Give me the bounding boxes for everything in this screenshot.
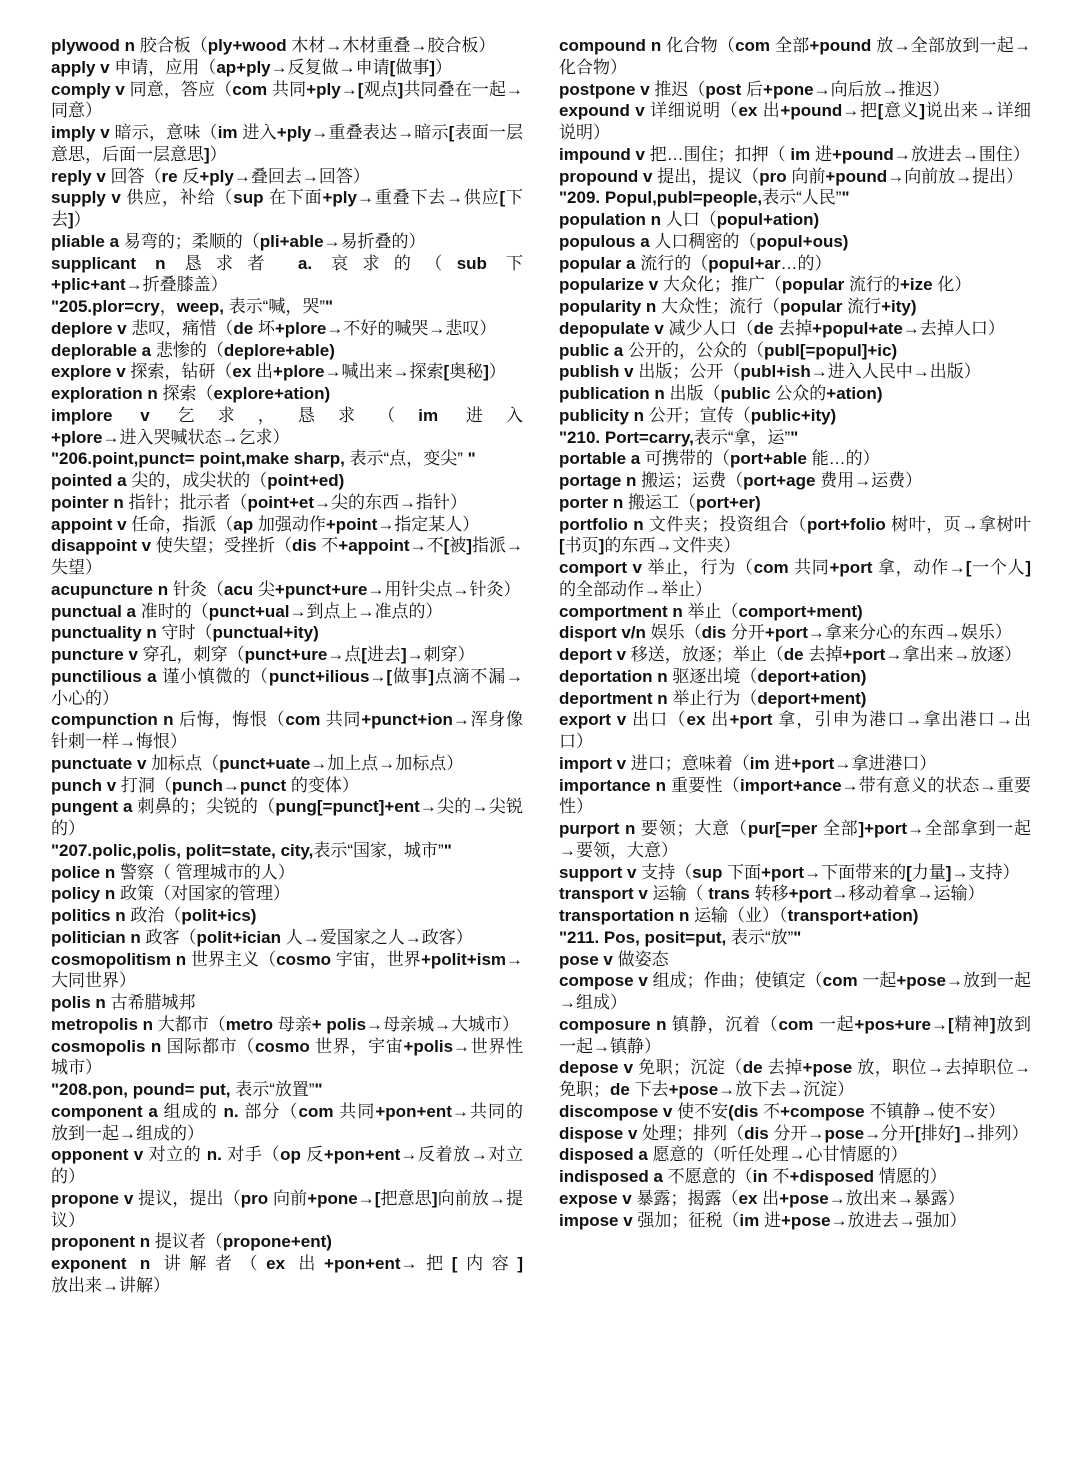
vocab-entry: comport v 举止，行为（com 共同+port 拿，动作→[一个人]的全部动作→举止） bbox=[559, 558, 1032, 599]
vocab-entry: pungent a 刺鼻的；尖锐的（pung[=punct]+ent→尖的→尖锐的） bbox=[51, 797, 523, 838]
section-heading: "206.point,punct= point,make sharp, 表示“点，变尖” " bbox=[51, 449, 476, 469]
vocab-entry: postpone v 推迟（post 后+pone→向后放→推迟） bbox=[559, 79, 950, 99]
vocab-entry: discompose v 使不安(dis 不+compose 不镇静→使不安） bbox=[559, 1101, 1006, 1121]
vocab-entry: supply v 供应，补给（sup 在下面+ply→重叠下去→供应[下去]） bbox=[51, 188, 524, 229]
vocab-entry: deplorable a 悲惨的（deplore+able) bbox=[51, 340, 335, 360]
vocab-entry: exploration n 探索（explore+ation) bbox=[51, 384, 331, 403]
vocab-entry: portable a 可携带的（port+able 能…的） bbox=[559, 449, 880, 469]
vocab-entry: imply v 暗示，意味（im 进入+ply→重叠表达→暗示[表面一层意思，后面一层意思]） bbox=[51, 123, 523, 164]
vocab-entry: publication n 出版（public 公众的+ation) bbox=[559, 384, 883, 403]
vocab-entry: polis n 古希腊城邦 bbox=[51, 993, 196, 1012]
vocab-entry: reply v 回答（re 反+ply→叠回去→回答） bbox=[51, 166, 370, 186]
vocab-entry: punctuality n 守时（punctual+ity) bbox=[51, 623, 319, 643]
vocab-entry: transport v 运输（ trans 转移+port→移动着拿→运输） bbox=[559, 884, 985, 904]
vocab-entry: policy n 政策（对国家的管理） bbox=[51, 884, 290, 904]
vocab-entry: dispose v 处理；排列（dis 分开→pose→分开[排好]→排列） bbox=[559, 1123, 1029, 1143]
vocab-entry: import v 进口；意味着（im 进+port→拿进港口） bbox=[559, 753, 937, 773]
vocab-entry: punch v 打洞（punch→punct 的变体） bbox=[51, 775, 359, 795]
vocab-entry: appoint v 任命，指派（ap 加强动作+point→指定某人） bbox=[51, 514, 480, 534]
vocab-entry: porter n 搬运工（port+er) bbox=[559, 492, 761, 512]
vocab-entry: cosmopolis n 国际都市（cosmo 世界，宇宙+polis→世界性城市） bbox=[51, 1036, 524, 1078]
vocab-entry: compound n 化合物（com 全部+pound 放→全部放到一起→化合物） bbox=[559, 36, 1032, 77]
left-column bbox=[51, 35, 523, 1297]
vocab-entry: population n 人口（popul+ation) bbox=[559, 210, 820, 229]
vocab-entry: exponent n 讲解者（ex 出+pon+ent→把[内容]放出来→讲解） bbox=[51, 1254, 524, 1295]
vocab-entry: depose v 免职；沉淀（de 去掉+pose 放，职位→去掉职位→免职；de 下去+pose→放下去→沉淀） bbox=[559, 1058, 1032, 1099]
vocab-entry: politics n 政治（polit+ics) bbox=[51, 906, 257, 925]
vocab-entry: pointer n 指针；批示者（point+et→尖的东西→指针） bbox=[51, 492, 468, 512]
vocab-entry: politician n 政客（polit+ician 人→爱国家之人→政客） bbox=[51, 927, 473, 947]
vocab-entry: indisposed a 不愿意的（in 不+disposed 情愿的） bbox=[559, 1167, 947, 1186]
section-heading: "208.pon, pound= put, 表示“放置”" bbox=[51, 1080, 323, 1099]
section-heading: "211. Pos, posit=put, 表示“放”" bbox=[559, 927, 802, 947]
vocab-entry: depopulate v 减少人口（de 去掉+popul+ate→去掉人口） bbox=[559, 318, 1005, 338]
vocab-entry: compunction n 后悔，悔恨（com 共同+punct+ion→浑身像针刺一样→悔恨） bbox=[51, 710, 524, 751]
vocab-entry: police n 警察（ 管理城市的人） bbox=[51, 862, 295, 882]
vocab-entry: publish v 出版；公开（publ+ish→进入人民中→出版） bbox=[559, 362, 981, 382]
vocab-entry: support v 支持（sup 下面+port→下面带来的[力量]→支持） bbox=[559, 862, 1020, 882]
vocab-entry: deport v 移送，放逐；举止（de 去掉+port→拿出来→放逐） bbox=[559, 645, 1022, 664]
vocab-entry: explore v 探索，钻研（ex 出+plore→喊出来→探索[奥秘]） bbox=[51, 362, 506, 382]
vocab-entry: popular a 流行的（popul+ar…的） bbox=[559, 253, 832, 273]
vocab-entry: comportment n 举止（comport+ment) bbox=[559, 601, 863, 621]
vocab-entry: supplicant n 恳求者 a. 哀求的（sub 下+plic+ant→折叠膝盖） bbox=[51, 253, 524, 295]
vocab-entry: cosmopolitism n 世界主义（cosmo 宇宙，世界+polit+ism→大同世界） bbox=[51, 949, 524, 991]
vocab-entry: punctilious a 谨小慎微的（punct+ilious→[做事]点滴不漏→小心的） bbox=[51, 666, 523, 708]
vocab-entry: importance n 重要性（import+ance→带有意义的状态→重要性） bbox=[559, 775, 1032, 817]
vocab-entry: public a 公开的，公众的（publ[=popul]+ic) bbox=[559, 340, 898, 360]
vocab-entry: metropolis n 大都市（metro 母亲+ polis→母亲城→大城市） bbox=[51, 1014, 520, 1034]
vocab-entry: propound v 提出，提议（pro 向前+pound→向前放→提出） bbox=[559, 166, 1024, 186]
vocab-entry: popularize v 大众化；推广（popular 流行的+ize 化） bbox=[559, 275, 972, 295]
vocab-entry: implore v 乞求，恳求（im 进入+plore→进入哭喊状态→乞求） bbox=[51, 405, 524, 447]
vocab-entry: pose v 做姿态 bbox=[559, 949, 669, 969]
vocab-entry: deportment n 举止行为（deport+ment) bbox=[559, 688, 867, 708]
vocab-entry: compose v 组成；作曲；使镇定（com 一起+pose→放到一起→组成） bbox=[559, 971, 1032, 1012]
vocab-entry: puncture v 穿孔，刺穿（punct+ure→点[进去]→刺穿） bbox=[51, 645, 475, 664]
vocab-entry: popularity n 大众性；流行（popular 流行+ity) bbox=[559, 297, 917, 316]
vocab-entry: pliable a 易弯的；柔顺的（pli+able→易折叠的） bbox=[51, 231, 426, 251]
vocab-entry: portfolio n 文件夹；投资组合（port+folio 树叶，页→拿树叶[书页]的东西→文件夹） bbox=[559, 514, 1032, 556]
vocab-entry: apply v 申请，应用（ap+ply→反复做→申请[做事]） bbox=[51, 57, 452, 77]
vocab-entry: disposed a 愿意的（听任处理→心甘情愿的） bbox=[559, 1145, 908, 1165]
vocab-entry: deportation n 驱逐出境（deport+ation) bbox=[559, 666, 867, 686]
vocab-entry: plywood n 胶合板（ply+wood 木材→木材重叠→胶合板） bbox=[51, 36, 496, 55]
vocab-entry: opponent v 对立的 n. 对手（op 反+pon+ent→反着放→对立的） bbox=[51, 1145, 524, 1186]
vocab-entry: proponent n 提议者（propone+ent) bbox=[51, 1232, 332, 1252]
vocab-entry: disport v/n 娱乐（dis 分开+port→拿来分心的东西→娱乐） bbox=[559, 623, 1012, 643]
vocab-entry: component a 组成的 n. 部分（com 共同+pon+ent→共同的放到一起→组成的） bbox=[51, 1101, 524, 1143]
vocab-entry: propone v 提议，提出（pro 向前+pone→[把意思]向前放→提议） bbox=[51, 1188, 524, 1230]
vocab-entry: impose v 强加；征税（im 进+pose→放进去→强加） bbox=[559, 1210, 967, 1230]
vocab-entry: disappoint v 使失望；受挫折（dis 不+appoint→不[被]指派→失望） bbox=[51, 536, 524, 577]
vocab-entry: purport n 要领；大意（pur[=per 全部]+port→全部拿到一起→要领，大意） bbox=[559, 819, 1032, 860]
vocab-entry: publicity n 公开；宣传（public+ity) bbox=[559, 405, 837, 425]
vocab-entry: transportation n 运输（业）（transport+ation) bbox=[559, 906, 919, 925]
vocab-entry: punctual a 准时的（punct+ual→到点上→准点的） bbox=[51, 601, 443, 621]
vocab-entry: expound v 详细说明（ex 出+pound→把[意义]说出来→详细说明） bbox=[559, 101, 1032, 142]
vocab-entry: expose v 暴露；揭露（ex 出+pose→放出来→暴露） bbox=[559, 1188, 965, 1208]
right-column bbox=[559, 35, 1031, 1231]
vocab-entry: export v 出口（ex 出+port 拿，引申为港口→拿出港口→出口） bbox=[559, 710, 1032, 751]
vocab-entry: punctuate v 加标点（punct+uate→加上点→加标点） bbox=[51, 753, 464, 773]
vocab-entry: portage n 搬运；运费（port+age 费用→运费） bbox=[559, 471, 923, 490]
vocab-entry: composure n 镇静，沉着（com 一起+pos+ure→[精神]放到一起→镇静） bbox=[559, 1014, 1032, 1056]
section-heading: "210. Port=carry,表示“拿，运”" bbox=[559, 427, 799, 447]
section-heading: "209. Popul,publ=people,表示“人民”" bbox=[559, 188, 850, 208]
vocab-entry: deplore v 悲叹，痛惜（de 坏+plore→不好的喊哭→悲叹） bbox=[51, 318, 497, 338]
section-heading: "205.plor=cry，weep, 表示“喊，哭”" bbox=[51, 297, 334, 316]
vocab-entry: populous a 人口稠密的（popul+ous) bbox=[559, 231, 849, 251]
vocab-entry: impound v 把…围住；扣押（ im 进+pound→放进去→围住） bbox=[559, 144, 1030, 164]
vocab-entry: acupuncture n 针灸（acu 尖+punct+ure→用针尖点→针灸） bbox=[51, 579, 521, 599]
vocab-entry: pointed a 尖的，成尖状的（point+ed) bbox=[51, 471, 345, 490]
vocab-entry: comply v 同意，答应（com 共同+ply→[观点]共同叠在一起→同意） bbox=[51, 79, 524, 121]
section-heading: "207.polic,polis, polit=state, city,表示“国家，城市”" bbox=[51, 840, 452, 860]
